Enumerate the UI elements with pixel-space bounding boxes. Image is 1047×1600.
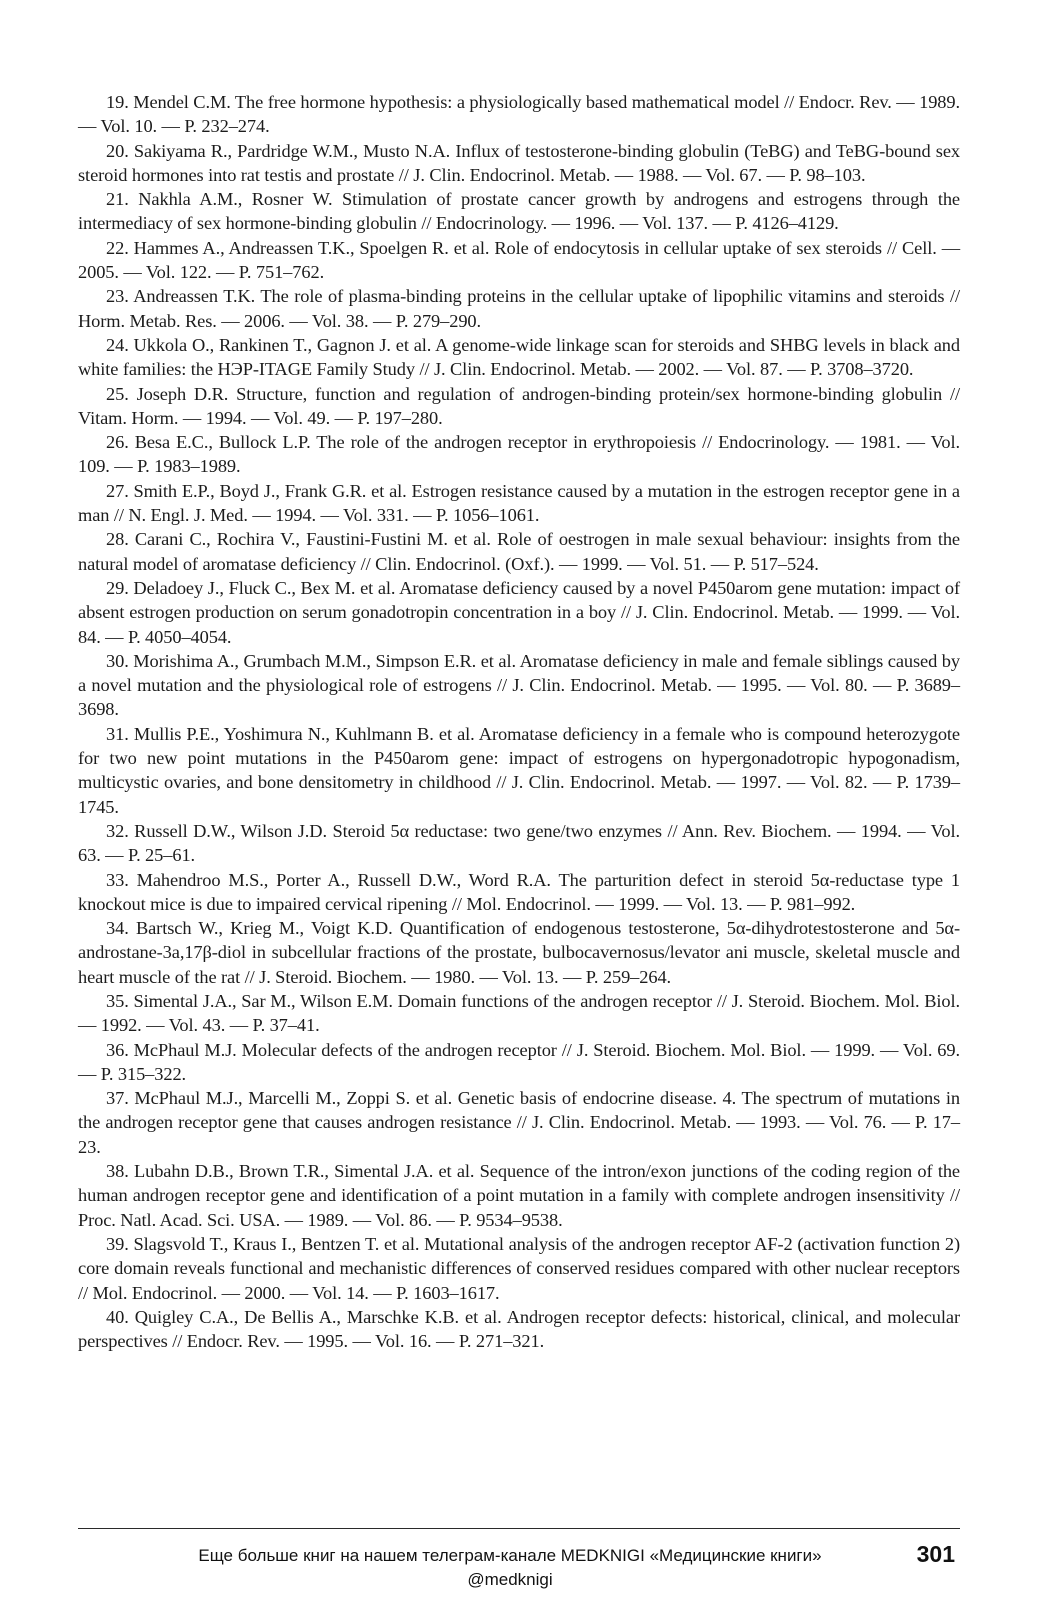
promo-channel-text: Еще больше книг на нашем телеграм-канале MEDKNIGI «Медицинские книги» bbox=[198, 1546, 822, 1565]
page-number: 301 bbox=[916, 1541, 955, 1567]
reference-19: 19. Mendel C.M. The free hormone hypothesis: a physiologically based mathematical model // Endocr. Rev. — 1989. — Vol. 10. — P. 232–274. bbox=[78, 92, 960, 137]
reference-25: 25. Joseph D.R. Structure, function and regulation of androgen-binding protein/sex hormone-binding globulin // Vitam. Horm. — 1994. — Vol. 49. — P. 197–280. bbox=[78, 383, 960, 428]
reference-24: 24. Ukkola O., Rankinen T., Gagnon J. et al. A genome-wide linkage scan for steroids and SHBG levels in black and white families: the НЭР-ITAGE Family Study // J. Clin. Endocrinol. Metab. — 2002. — Vol. 87. — P. 3708–3720. bbox=[78, 334, 960, 380]
reference-28: 28. Carani C., Rochira V., Faustini-Fustini M. et al. Role of oestrogen in male sexual behaviour: insights from the natural model of aromatase deficiency // Clin. Endocrinol. (Oxf.). — 1999. — Vol. 51. — P. 517–524. bbox=[78, 529, 960, 574]
reference-39: 39. Slagsvold T., Kraus I., Bentzen T. et al. Mutational analysis of the androgen receptor AF-2 (activation function 2) core domain reveals functional and mechanistic differences of conserved residues compared with other nuclear receptors // Mol. Endocrinol. — 2000. — Vol. 14. — P. 1603–1617. bbox=[78, 1233, 960, 1303]
reference-37: 37. McPhaul M.J., Marcelli M., Zoppi S. et al. Genetic basis of endocrine disease. 4. The spectrum of mutations in the androgen receptor gene that causes androgen resistance // J. Clin. Endocrinol. Metab. — 1993. — Vol. 76. — P. 17–23. bbox=[78, 1088, 960, 1157]
reference-35: 35. Simental J.A., Sar M., Wilson E.M. Domain functions of the androgen receptor // J. Steroid. Biochem. Mol. Biol. — 1992. — Vol. 43. — P. 37–41. bbox=[78, 990, 960, 1036]
reference-21: 21. Nakhla A.M., Rosner W. Stimulation of prostate cancer growth by androgens and estrogens through the intermediacy of sex hormone-binding globulin // Endocrinology. — 1996. — Vol. 137. — P. 4126–4129. bbox=[78, 189, 960, 234]
reference-36: 36. McPhaul M.J. Molecular defects of the androgen receptor // J. Steroid. Biochem. Mol. Biol. — 1999. — Vol. 69. — P. 315–322. bbox=[78, 1039, 960, 1084]
reference-23: 23. Andreassen T.K. The role of plasma-binding proteins in the cellular uptake of lipophilic vitamins and steroids // Horm. Metab. Res. — 2006. — Vol. 38. — P. 279–290. bbox=[78, 286, 960, 331]
footer-promo bbox=[140, 1544, 880, 1592]
reference-33: 33. Mahendroo M.S., Porter A., Russell D.W., Word R.A. The parturition defect in steroid 5α-reductase type 1 knockout mice is due to impaired cervical ripening // Mol. Endocrinol. — 1999. — Vol. 13. — P. 981–992. bbox=[78, 869, 960, 914]
reference-26: 26. Besa E.C., Bullock L.P. The role of the androgen receptor in erythropoiesis // Endocrinology. — 1981. — Vol. 109. — P. 1983–1989. bbox=[78, 432, 960, 477]
reference-38: 38. Lubahn D.B., Brown T.R., Simental J.A. et al. Sequence of the intron/exon junctions of the coding region of the human androgen receptor gene and identification of a point mutation in a family with complete androgen insensitivity // Proc. Natl. Acad. Sci. USA. — 1989. — Vol. 86. — P. 9534–9538. bbox=[78, 1161, 960, 1230]
reference-31: 31. Mullis P.E., Yoshimura N., Kuhlmann B. et al. Aromatase deficiency in a female who is compound heterozygote for two new point mutations in the P450arom gene: impact of estrogens on hypergonadotropic hypogonadism, multicystic ovaries, and bone densitometry in childhood // J. Clin. Endocrinol. Metab. — 1997. — Vol. 82. — P. 1739–1745. bbox=[78, 723, 960, 817]
reference-27: 27. Smith E.P., Boyd J., Frank G.R. et al. Estrogen resistance caused by a mutation in the estrogen receptor gene in a man // N. Engl. J. Med. — 1994. — Vol. 331. — P. 1056–1061. bbox=[78, 480, 960, 526]
promo-handle: @medknigi bbox=[467, 1570, 553, 1589]
reference-29: 29. Deladoey J., Fluck C., Bex M. et al. Aromatase deficiency caused by a novel P450arom gene mutation: impact of absent estrogen production on serum gonadotropin concentration in a boy // J. Clin. Endocrinol. Metab. — 1999. — Vol. 84. — P. 4050–4054. bbox=[78, 577, 960, 647]
footer-divider bbox=[78, 1528, 960, 1529]
reference-32: 32. Russell D.W., Wilson J.D. Steroid 5α reductase: two gene/two enzymes // Ann. Rev. Biochem. — 1994. — Vol. 63. — P. 25–61. bbox=[78, 820, 960, 866]
reference-list bbox=[78, 90, 960, 1353]
reference-22: 22. Hammes A., Andreassen T.K., Spoelgen R. et al. Role of endocytosis in cellular uptake of sex steroids // Cell. — 2005. — Vol. 122. — P. 751–762. bbox=[78, 237, 960, 283]
reference-34: 34. Bartsch W., Krieg M., Voigt K.D. Quantification of endogenous testosterone, 5α-dihydrotestosterone and 5α-androstane-3a,17β-diol in subcellular fractions of the prostate, bulbocavernosus/levator ani muscle, skeletal muscle and heart muscle of the rat // J. Steroid. Biochem. — 1980. — Vol. 13. — P. 259–264. bbox=[78, 918, 960, 987]
reference-40: 40. Quigley C.A., De Bellis A., Marschke K.B. et al. Androgen receptor defects: historical, clinical, and molecular perspectives // Endocr. Rev. — 1995. — Vol. 16. — P. 271–321. bbox=[78, 1306, 960, 1352]
reference-30: 30. Morishima A., Grumbach M.M., Simpson E.R. et al. Aromatase deficiency in male and female siblings caused by a novel mutation and the physiological role of estrogens // J. Clin. Endocrinol. Metab. — 1995. — Vol. 80. — P. 3689–3698. bbox=[78, 650, 960, 720]
reference-20: 20. Sakiyama R., Pardridge W.M., Musto N.A. Influx of testosterone-binding globulin (TeBG) and TeBG-bound sex steroid hormones into rat testis and prostate // J. Clin. Endocrinol. Metab. — 1988. — Vol. 67. — P. 98–103. bbox=[78, 140, 960, 185]
